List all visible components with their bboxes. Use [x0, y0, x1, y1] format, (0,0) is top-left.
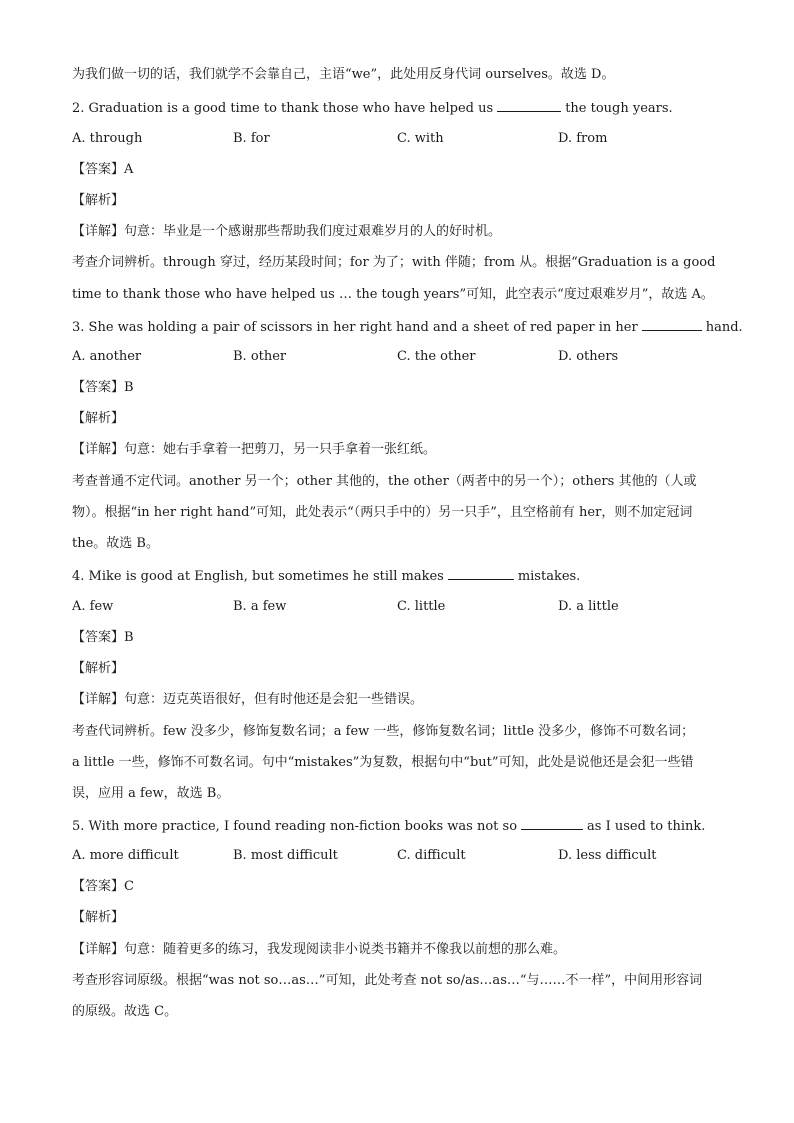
- option-b: B. other: [233, 349, 287, 364]
- option-b: B. a few: [233, 599, 287, 614]
- options-q2: [72, 129, 722, 149]
- question-5: [72, 815, 722, 837]
- question-2-text-end: the tough years.: [565, 101, 673, 116]
- option-d: D. a little: [558, 599, 619, 614]
- detail-text: 【详解】句意：随着更多的练习，我发现阅读非小说类书籍并不像我以前想的那么难。: [72, 942, 567, 957]
- answer-label: 【答案】A: [72, 162, 134, 177]
- answer-blank: [497, 97, 561, 112]
- option-c: C. little: [397, 599, 446, 614]
- answer-blank: [521, 815, 583, 830]
- explanation-text: 的原级。故选 C。: [72, 1004, 178, 1019]
- question-4-text: 4. Mike is good at English, but sometimes he still makes: [72, 569, 444, 584]
- explanation-text: 物）。根据“in her right hand”可知，此处表示“（两只手中的）另一只手”，且空格前有 her，则不加定冠词: [72, 505, 693, 520]
- option-c: C. with: [397, 131, 444, 146]
- answer-blank: [448, 565, 514, 580]
- explanation-text: 考查形容词原级。根据“was not so…as…”可知，此处考查 not so/as…as…“与……不一样”，中间用形容词: [72, 973, 703, 988]
- answer-blank: [642, 316, 702, 331]
- analysis-label: 【解析】: [72, 910, 125, 925]
- question-2-text: 2. Graduation is a good time to thank those who have helped us: [72, 101, 494, 116]
- answer-label: 【答案】B: [72, 630, 134, 645]
- option-c: C. the other: [397, 349, 476, 364]
- question-3-text-end: hand.: [705, 320, 743, 335]
- analysis-label: 【解析】: [72, 661, 125, 676]
- option-a: A. another: [72, 349, 142, 364]
- option-d: D. less difficult: [558, 848, 657, 863]
- options-q3: [72, 347, 722, 367]
- option-a: A. through: [72, 131, 143, 146]
- explanation-text: 考查普通不定代词。another 另一个；other 其他的，the other（两者中的另一个）；others 其他的（人或: [72, 474, 697, 489]
- question-4: [72, 565, 722, 587]
- option-b: B. most difficult: [233, 848, 338, 863]
- option-b: B. for: [233, 131, 270, 146]
- explanation-text: 为我们做一切的话，我们就学不会靠自己，主语“we”，此处用反身代词 ourselves。故选 D。: [72, 67, 615, 82]
- question-5-text: 5. With more practice, I found reading non-fiction books was not so: [72, 819, 518, 834]
- detail-text: 【详解】句意：她右手拿着一把剪刀，另一只手拿着一张红纸。: [72, 442, 437, 457]
- analysis-label: 【解析】: [72, 411, 125, 426]
- question-4-text-end: mistakes.: [517, 569, 581, 584]
- question-2: [72, 97, 722, 119]
- option-d: D. others: [558, 349, 619, 364]
- option-a: A. few: [72, 599, 114, 614]
- detail-text: 【详解】句意：毕业是一个感谢那些帮助我们度过艰难岁月的人的好时机。: [72, 224, 502, 239]
- option-d: D. from: [558, 131, 608, 146]
- explanation-text: the。故选 B。: [72, 536, 159, 551]
- explanation-text: 误，应用 a few，故选 B。: [72, 786, 230, 801]
- explanation-text: 考查代词辨析。few 没多少，修饰复数名词；a few 一些，修饰复数名词；little 没多少，修饰不可数名词；: [72, 724, 695, 739]
- answer-label: 【答案】B: [72, 380, 134, 395]
- answer-label: 【答案】C: [72, 879, 134, 894]
- analysis-label: 【解析】: [72, 193, 125, 208]
- explanation-text: a little 一些，修饰不可数名词。句中“mistakes”为复数，根据句中“but”可知，此处是说他还是会犯一些错: [72, 755, 694, 770]
- explanation-text: time to thank those who have helped us … the tough years”可知，此空表示“度过艰难岁月”，故选 A。: [72, 287, 714, 302]
- option-c: C. difficult: [397, 848, 466, 863]
- detail-text: 【详解】句意：迈克英语很好，但有时他还是会犯一些错误。: [72, 692, 424, 707]
- options-q4: [72, 597, 722, 617]
- explanation-text: 考查介词辨析。through 穿过，经历某段时间；for 为了；with 伴随；from 从。根据“Graduation is a good: [72, 255, 716, 270]
- question-3: [72, 316, 743, 338]
- question-5-text-end: as I used to think.: [587, 819, 706, 834]
- question-3-text: 3. She was holding a pair of scissors in her right hand and a sheet of red paper in her: [72, 320, 638, 335]
- option-a: A. more difficult: [72, 848, 179, 863]
- options-q5: [72, 846, 722, 866]
